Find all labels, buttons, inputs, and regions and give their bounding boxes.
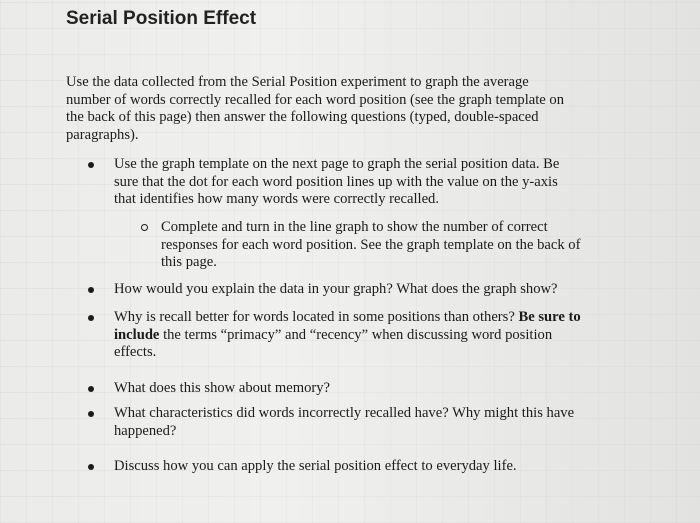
bullet-icon bbox=[88, 386, 94, 392]
bullet-text: How would you explain the data in your graph? What does the graph show? bbox=[114, 281, 558, 297]
bullet-text: Discuss how you can apply the serial position effect to everyday life. bbox=[114, 458, 517, 474]
bullet-icon bbox=[88, 287, 94, 293]
bullet-icon bbox=[88, 162, 94, 168]
bullet-text bbox=[114, 309, 586, 362]
bullet-text-part: the terms “primacy” and “recency” when discussing word position effects. bbox=[114, 326, 553, 360]
bullet-text: What characteristics did words incorrectly recalled have? Why might this have happened? bbox=[114, 405, 575, 439]
bullet-text-part: Why is recall better for words located in some positions than others? bbox=[114, 309, 519, 325]
bullet-bold-text: Be sure to include bbox=[114, 309, 581, 343]
intro-paragraph: Use the data collected from the Serial Position experiment to graph the average number of words correctly recalled for each word position (see the graph template on the back of this page) then answer the following questions (typed, double-spaced paragraphs). bbox=[66, 74, 565, 143]
bullet-icon bbox=[88, 464, 94, 470]
bullet-icon bbox=[88, 411, 94, 417]
sub-bullet-text: Complete and turn in the line graph to show the number of correct responses for each word position. See the graph template on the back of this page. bbox=[161, 219, 581, 270]
hollow-bullet-icon bbox=[141, 224, 148, 231]
bullet-text: What does this show about memory? bbox=[114, 380, 331, 396]
bullet-text: Use the graph template on the next page to graph the serial position data. Be sure that the dot for each word position lines up with the value on the y-axis that identifies how many words were correctly recalled. bbox=[114, 156, 560, 207]
bullet-icon bbox=[88, 315, 94, 321]
page-title: Serial Position Effect bbox=[66, 8, 257, 29]
